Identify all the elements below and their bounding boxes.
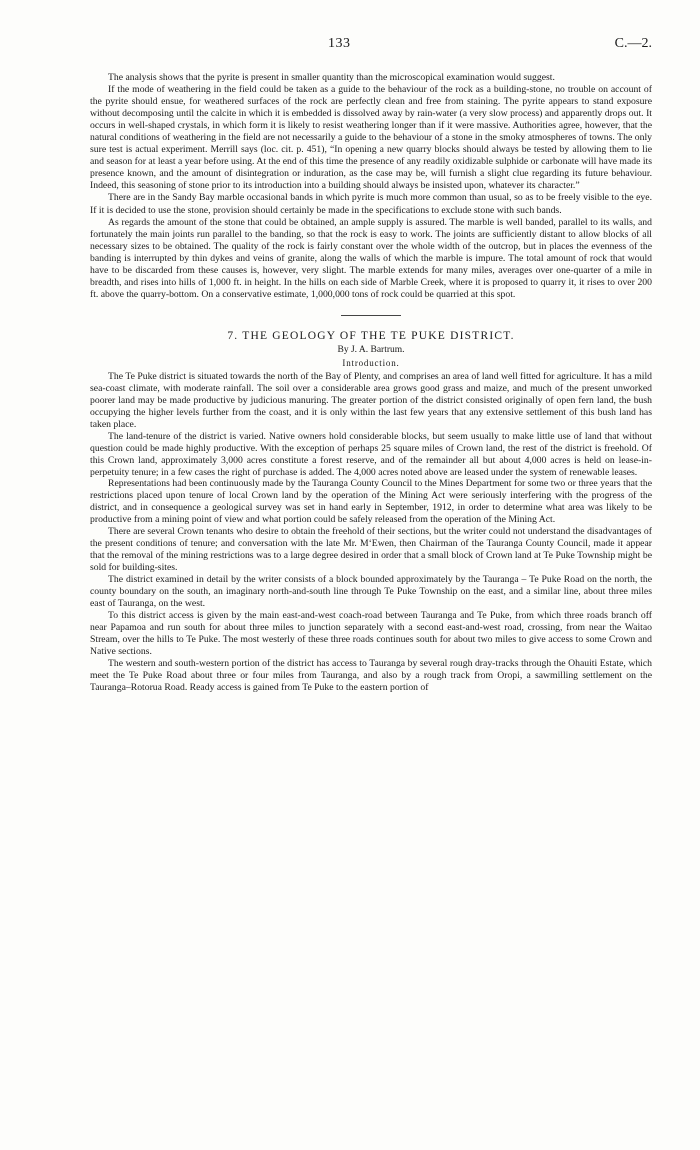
paragraph: The Te Puke district is situated towards the north of the Bay of Plenty, and comprises an area of land well fitted for agriculture. It has a mild sea-coast climate, with moderate rainfall. The soil over a considerable area grows good grass and maize, and much of the present unworked poorer land may be made productive by judicious manuring. The greater portion of the district consisted originally of open fern land, the bush occupying the higher levels further from the coast, and it is only within the last few years that any extensive settlement of this bush land has taken place. (90, 370, 652, 430)
page-body (90, 72, 652, 694)
paragraph: If the mode of weathering in the field could be taken as a guide to the behaviour of the rock as a building-stone, no trouble on account of the pyrite should ensue, for weathered surfaces of the rock are perfectly clean and free from staining. The pyrite appears to stand exposure without decomposing until the calcite in which it is embedded is dissolved away by rain-water (a very slow process) and apparently drops out. It occurs in well-shaped crystals, in which form it is likely to resist weathering longer than if it were massive. Authorities agree, however, that the natural conditions of weathering in the field are not necessarily a guide to the behaviour of a stone in the smoky atmospheres of towns. The only sure test is actual experiment. Merrill says (loc. cit. p. 451), “In opening a new quarry blocks should always be tested by allowing them to lie and season for at least a year before using. At the end of this time the presence of any readily oxidizable sulphide or carbonate will have made its presence known, and the amount of disintegration or induration, as the case may be, will furnish a slight clue regarding its future behaviour. Indeed, this seasoning of stone prior to its introduction into a building should always be insisted upon, whatever its character.” (90, 84, 652, 192)
document-reference: C.—2. (614, 36, 652, 51)
te-puke-section (90, 330, 652, 694)
paragraph: Representations had been continuously made by the Tauranga County Council to the Mines Department for some two or three years that the restrictions placed upon tenure of local Crown land by the operation of the Mining Act were seriously interfering with the progress of the district, and in consequence a geological survey was set in hand early in September, 1912, in order to determine what area was likely to be productive from a mining point of view and what portion could be safely released from the operation of the Mining Act. (90, 478, 652, 526)
paragraph: The district examined in detail by the writer consists of a block bounded approximately by the Tauranga – Te Puke Road on the north, the county boundary on the south, an imaginary north-and-south line through Te Puke Township on the east, and a similar line, about three miles east of Tauranga, on the west. (90, 574, 652, 609)
paragraph: There are in the Sandy Bay marble occasional bands in which pyrite is much more common than usual, so as to be freely visible to the eye. If it is decided to use the stone, provision should certainly be made in the specifications to exclude stone with such bands. (90, 192, 652, 216)
paragraph: As regards the amount of the stone that could be obtained, an ample supply is assured. The marble is well banded, parallel to its walls, and fortunately the main joints run parallel to the banding, so that the rock is easy to work. The joints are sufficiently distant to allow blocks of all necessary sizes to be obtained. The quality of the rock is fairly constant over the whole width of the outcrop, but in places the evenness of the banding is interrupted by thin dykes and veins of granite, along the walls of which the marble is impure. The total amount of rock that would have to be discarded from these causes is, however, very slight. The marble extends for many miles, averages over one-quarter of a mile in breadth, and rises into hills of 1,000 ft. in height. In the hills on each side of Marble Creek, where it is proposed to quarry it, it rises to over 200 ft. above the quarry-bottom. On a conservative estimate, 1,000,000 tons of rock could be quarried at this spot. (90, 216, 652, 300)
subheading: Introduction. (342, 357, 400, 368)
paragraph: The analysis shows that the pyrite is present in smaller quantity than the microscopical examination would suggest. (108, 72, 555, 83)
paragraph: There are several Crown tenants who desire to obtain the freehold of their sections, but the writer could not understand the disadvantages of the present conditions of tenure; and conversation with the late Mr. M‘Ewen, then Chairman of the Tauranga County Council, made it appear that the removal of the mining restrictions was to a large degree desired in order that a small block of Crown land at Te Puke Township might be sold for building-sites. (90, 526, 652, 574)
paragraph: To this district access is given by the main east-and-west coach-road between Tauranga and Te Puke, from which three roads branch off near Papamoa and run south for about three miles to junction separately with a second east-and-west road, crossing, from near the Waitao Stream, over the hills to Te Puke. The most westerly of these three roads continues south for about two miles to give access to some Crown and Native sections. (90, 609, 652, 657)
author-byline: By J. A. Bartrum. (337, 344, 405, 355)
paragraph: The land-tenure of the district is varied. Native owners hold considerable blocks, but seem usually to make little use of land that without question could be made highly productive. With the exception of perhaps 25 square miles of Crown land, the rest of the district is freehold. Of this Crown land, approximately 3,000 acres constitute a forest reserve, and of the remainder all but about 4,000 acres is held on lease-in-perpetuity tenure; in a few cases the right of purchase is added. The 4,000 acres noted above are leased under the system of renewable leases. (90, 430, 652, 478)
page-number: 133 (328, 36, 351, 51)
section-title: 7. THE GEOLOGY OF THE TE PUKE DISTRICT. (227, 329, 515, 342)
pyrite-section (90, 72, 652, 301)
page-header (90, 36, 652, 56)
section-divider (341, 315, 401, 316)
paragraph: The western and south-western portion of the district has access to Tauranga by several rough dray-tracks through the Ohauiti Estate, which meet the Te Puke Road about three or four miles from Tauranga, and also by a rough track from Oropi, a sawmilling settlement on the Tauranga–Rotorua Road. Ready access is gained from Te Puke to the eastern portion of (90, 657, 652, 693)
